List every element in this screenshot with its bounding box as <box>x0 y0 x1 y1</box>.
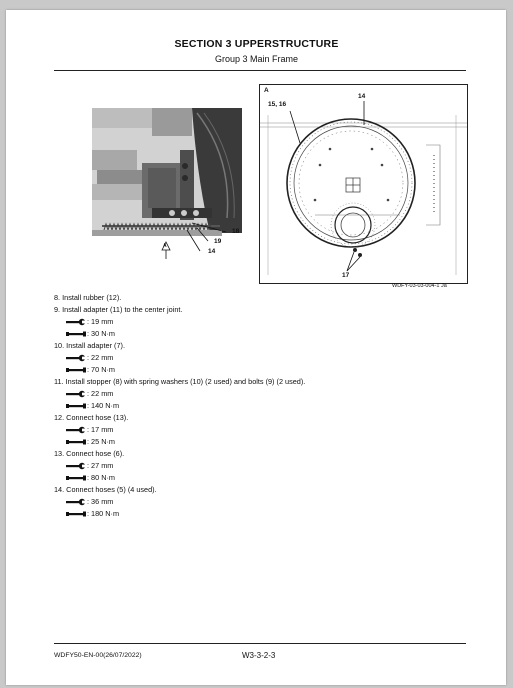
spec-value: : 17 mm <box>87 425 114 434</box>
spec-value: : 36 mm <box>87 497 114 506</box>
spec-wrench-size <box>54 316 474 328</box>
callout-14-right: 14 <box>358 93 366 100</box>
figure-code: WDFY-03-03-004-1 Ja <box>392 283 447 289</box>
torque-wrench-icon <box>66 438 86 446</box>
spec-wrench-size <box>54 424 474 436</box>
spec-value: : 30 N·m <box>87 329 115 338</box>
spec-torque <box>54 364 474 376</box>
view-a-diagram-svg <box>260 85 467 283</box>
step-11: 11. Install stopper (8) with spring washers (10) (2 used) and bolts (9) (2 used). <box>54 377 306 386</box>
step-14: 14. Connect hoses (5) (4 used). <box>54 485 157 494</box>
spec-value: : 80 N·m <box>87 473 115 482</box>
torque-wrench-icon <box>66 474 86 482</box>
header-rule <box>54 70 466 71</box>
spec-value: : 140 N·m <box>87 401 120 410</box>
callout-19: 19 <box>214 238 222 245</box>
step-8: 8. Install rubber (12). <box>54 293 122 302</box>
main-frame-photo <box>92 108 252 260</box>
callout-18: 18 <box>232 228 240 235</box>
step-13: 13. Connect hose (6). <box>54 449 125 458</box>
wrench-icon <box>66 462 86 470</box>
view-a-label: A <box>264 87 269 94</box>
spec-torque <box>54 508 474 520</box>
step-10: 10. Install adapter (7). <box>54 341 125 350</box>
wrench-icon <box>66 498 86 506</box>
torque-wrench-icon <box>66 510 86 518</box>
torque-wrench-icon <box>66 366 86 374</box>
main-frame-photo-svg <box>92 108 252 260</box>
section-title: SECTION 3 UPPERSTRUCTURE <box>174 38 339 50</box>
main-frame-view-a-diagram <box>259 84 468 284</box>
document-code: WDFY50-EN-00(26/07/2022) <box>54 652 142 659</box>
torque-wrench-icon <box>66 330 86 338</box>
callout-15-16: 15, 16 <box>268 101 287 108</box>
wrench-icon <box>66 354 86 362</box>
spec-wrench-size <box>54 460 474 472</box>
spec-value: : 70 N·m <box>87 365 115 374</box>
callout-14: 14 <box>208 248 216 255</box>
spec-wrench-size <box>54 496 474 508</box>
view-marker-letter: A <box>163 243 167 249</box>
torque-wrench-icon <box>66 402 86 410</box>
spec-value: : 25 N·m <box>87 437 115 446</box>
spec-value: : 27 mm <box>87 461 114 470</box>
spec-value: : 22 mm <box>87 353 114 362</box>
spec-value: : 19 mm <box>87 317 114 326</box>
footer-rule <box>54 643 466 644</box>
spec-value: : 180 N·m <box>87 509 120 518</box>
spec-value: : 22 mm <box>87 389 114 398</box>
wrench-icon <box>66 426 86 434</box>
group-title: Group 3 Main Frame <box>214 54 299 64</box>
spec-torque <box>54 328 474 340</box>
wrench-icon <box>66 318 86 326</box>
wrench-icon <box>66 390 86 398</box>
procedure-steps <box>54 292 474 520</box>
page-number: W3-3-2-3 <box>242 651 276 660</box>
step-9: 9. Install adapter (11) to the center joint. <box>54 305 183 314</box>
spec-torque <box>54 472 474 484</box>
spec-wrench-size <box>54 352 474 364</box>
spec-wrench-size <box>54 388 474 400</box>
spec-torque <box>54 400 474 412</box>
callout-17: 17 <box>342 272 350 279</box>
step-12: 12. Connect hose (13). <box>54 413 129 422</box>
spec-torque <box>54 436 474 448</box>
